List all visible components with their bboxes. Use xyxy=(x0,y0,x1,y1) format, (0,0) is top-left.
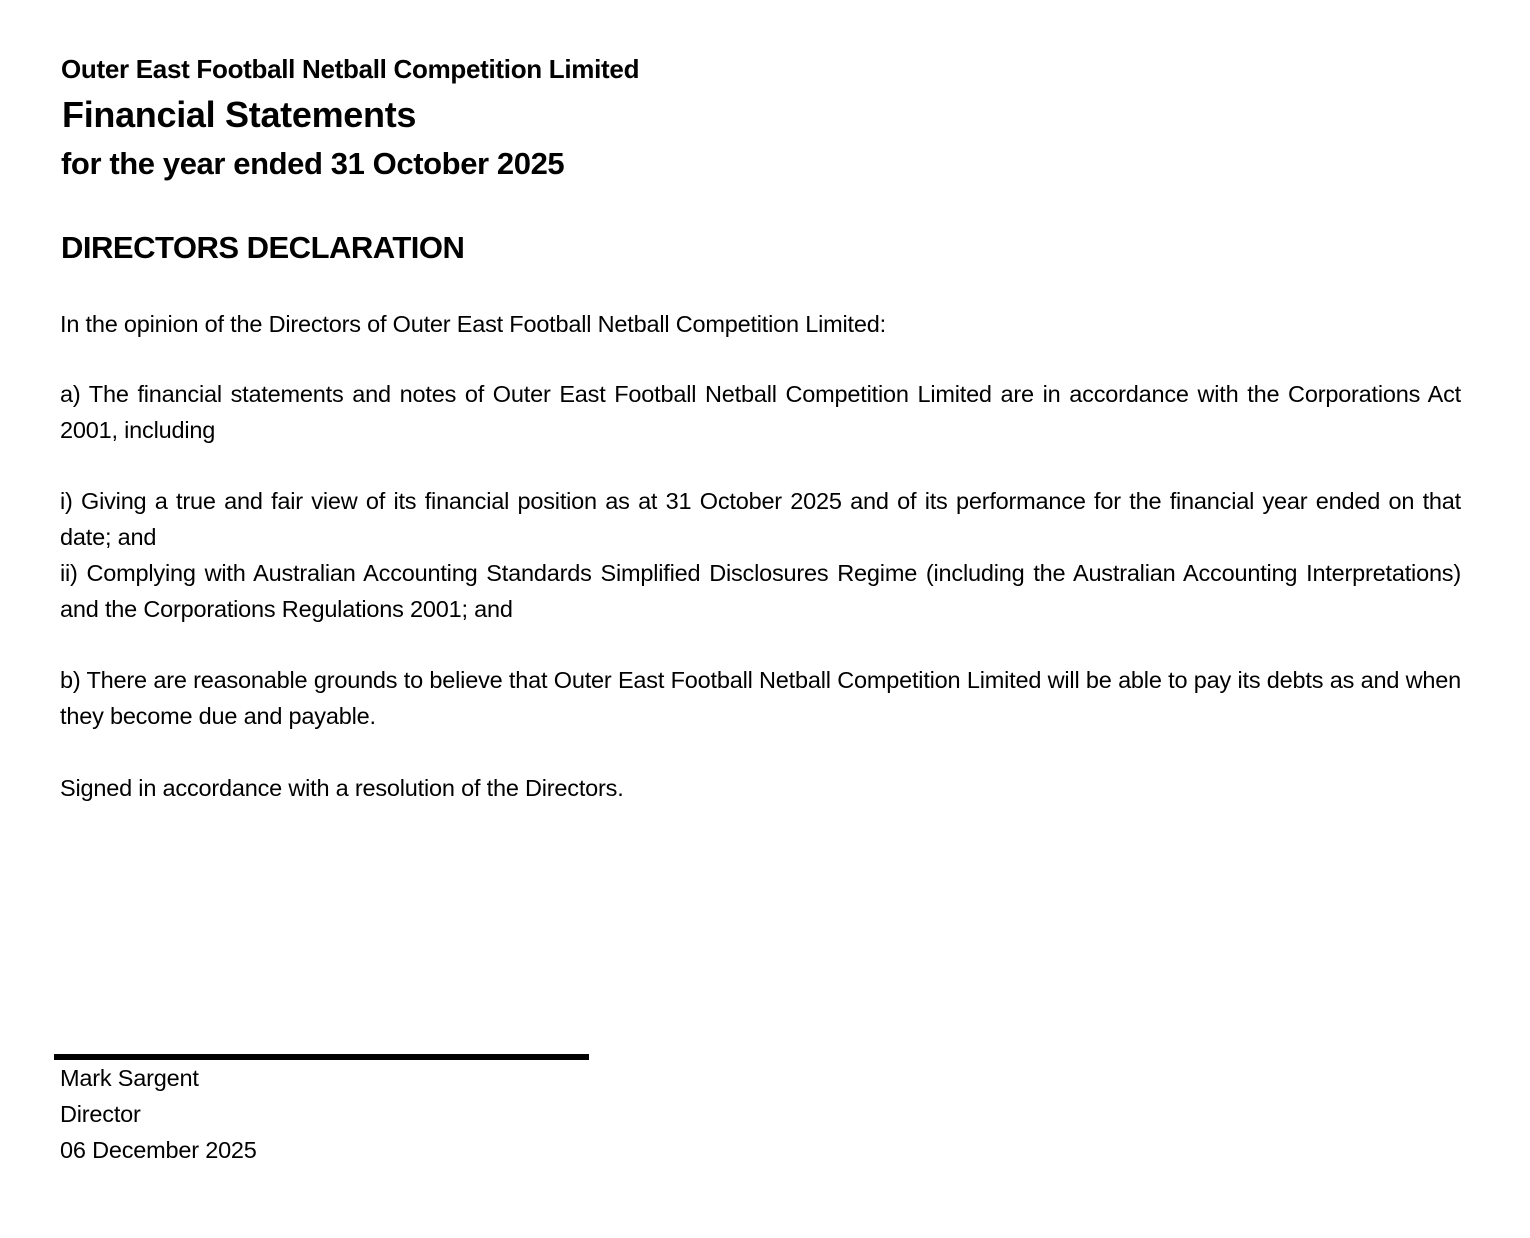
clause-i-paragraph: i) Giving a true and fair view of its financial position as at 31 October 2025 and of its performance for the financial year ended on that date; and xyxy=(60,488,1461,550)
organisation-name: Outer East Football Netball Competition Limited xyxy=(61,54,640,84)
clause-b-paragraph: b) There are reasonable grounds to believe that Outer East Football Netball Competition Limited will be able to pay its debts as and when they become due and payable. xyxy=(60,667,1461,729)
intro-paragraph: In the opinion of the Directors of Outer East Football Netball Competition Limited: xyxy=(60,311,886,337)
document-title: Financial Statements xyxy=(62,94,417,135)
signatory-role: Director xyxy=(60,1101,141,1127)
reporting-period: for the year ended 31 October 2025 xyxy=(61,146,565,181)
signed-statement: Signed in accordance with a resolution of the Directors. xyxy=(60,775,624,801)
clause-a-paragraph: a) The financial statements and notes of Outer East Football Netball Competition Limited are in accordance with the Corporations Act 2001, including xyxy=(60,381,1461,443)
signature-date: 06 December 2025 xyxy=(60,1137,257,1163)
signatory-name: Mark Sargent xyxy=(60,1065,199,1091)
clause-ii-paragraph: ii) Complying with Australian Accounting Standards Simplified Disclosures Regime (including the Australian Accounting Interpretations) and the Corporations Regulations 2001; and xyxy=(60,560,1461,622)
section-heading: DIRECTORS DECLARATION xyxy=(61,230,465,265)
signatory-block xyxy=(60,1060,257,1168)
